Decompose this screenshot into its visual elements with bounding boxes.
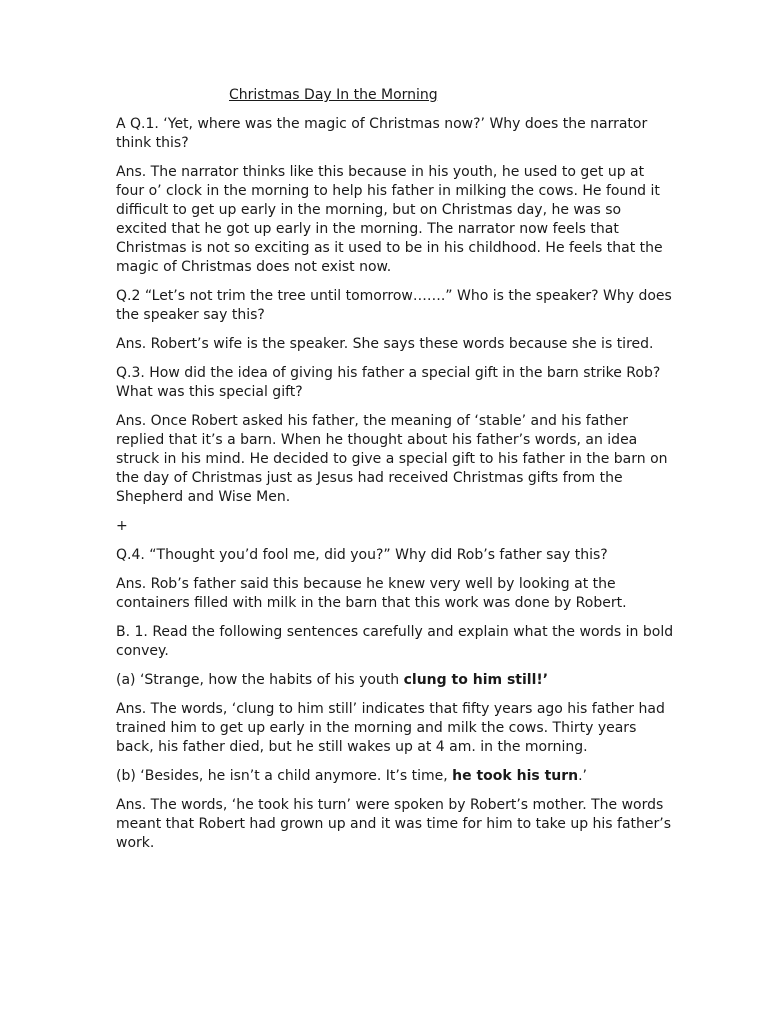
- question-4: Q.4. “Thought you’d fool me, did you?” Why did Rob’s father say this?: [116, 547, 608, 563]
- plus-mark: +: [116, 518, 128, 534]
- sentence-b-text: (b) ‘Besides, he isn’t a child anymore. It’s time,: [116, 768, 453, 784]
- document-title: Christmas Day In the Morning: [229, 87, 438, 103]
- sentence-a: [116, 671, 676, 690]
- sentence-a-text: (a) ‘Strange, how the habits of his youth: [116, 672, 404, 688]
- answer-a: Ans. The words, ‘clung to him still’ indicates that fifty years ago his father had trained him to get up early in the morning and milk the cows. Thirty years back, his father died, but he still wakes up at 4 am. in the morning.: [116, 701, 665, 755]
- answer-3: Ans. Once Robert asked his father, the meaning of ‘stable’ and his father replied that it’s a barn. When he thought about his father’s words, an idea struck in his mind. He decided to give a special gift to his father in the barn on the day of Christmas just as Jesus had received Christmas gifts from the Shepherd and Wise Men.: [116, 413, 668, 505]
- answer-4: Ans. Rob’s father said this because he knew very well by looking at the containers filled with milk in the barn that this work was done by Robert.: [116, 576, 627, 611]
- question-2: Q.2 “Let’s not trim the tree until tomorrow…….” Who is the speaker? Why does the speaker say this?: [116, 288, 672, 323]
- question-1: A Q.1. ‘Yet, where was the magic of Christmas now?’ Why does the narrator think this?: [116, 116, 648, 151]
- answer-b: Ans. The words, ‘he took his turn’ were spoken by Robert’s mother. The words meant that Robert had grown up and it was time for him to take up his father’s work.: [116, 797, 672, 851]
- sentence-b-bold: he took his turn: [452, 768, 579, 784]
- sentence-a-bold: clung to him still!’: [403, 672, 549, 688]
- document-page: [116, 86, 676, 863]
- sentence-b-end: .’: [578, 768, 588, 784]
- section-b-instruction: B. 1. Read the following sentences carefully and explain what the words in bold convey.: [116, 624, 674, 659]
- answer-2: Ans. Robert’s wife is the speaker. She says these words because she is tired.: [116, 336, 654, 352]
- sentence-b: [116, 767, 676, 786]
- answer-1: Ans. The narrator thinks like this because in his youth, he used to get up at four o’ clock in the morning to help his father in milking the cows. He found it difficult to get up early in the morning, but on Christmas day, he was so excited that he got up early in the morning. The narrator now feels that Christmas is not so exciting as it used to be in his childhood. He feels that the magic of Christmas does not exist now.: [116, 164, 663, 275]
- question-3: Q.3. How did the idea of giving his father a special gift in the barn strike Rob? What was this special gift?: [116, 365, 661, 400]
